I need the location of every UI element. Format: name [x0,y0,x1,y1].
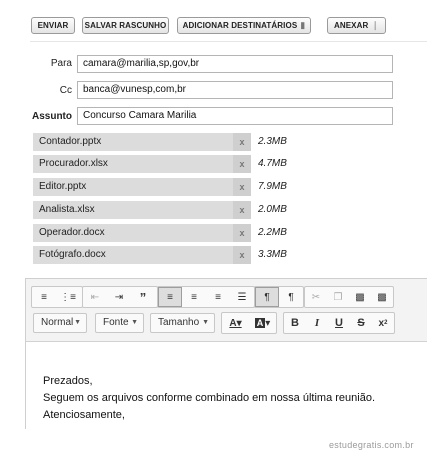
chevron-down-icon: ▼ [202,319,209,326]
attachment-size: 4.7MB [258,158,287,169]
body-line: Seguem os arquivos conforme combinado em nossa última reunião. [43,392,376,404]
paste-text-icon[interactable]: ▩ [377,291,387,303]
body-line: Prezados, [43,375,93,387]
attachment-item [33,224,251,242]
attachment-name: Operador.docx [39,227,105,238]
body-line: Atenciosamente, [43,409,125,421]
attachment-name: Fotógrafo.docx [39,249,106,260]
send-button-label: ENVIAR [37,21,69,30]
attachment-name: Procurador.xlsx [39,158,108,169]
rtl-icon[interactable]: ¶ [288,291,294,303]
strikethrough-icon[interactable]: S [357,317,365,329]
style-group [283,312,395,334]
subject-label: Assunto [32,111,72,122]
size-select-value: Tamanho [158,317,200,328]
remove-attachment-icon[interactable]: x [233,155,251,173]
background-color-icon[interactable]: A ▾ [256,317,271,329]
subject-field[interactable]: Concurso Camara Marilia [77,107,393,125]
attachment-name: Editor.pptx [39,181,87,192]
text-color-icon[interactable]: A▾ [229,317,242,329]
indent-icon[interactable]: ⇥ [114,291,124,303]
blockquote-icon[interactable]: ” [139,289,147,305]
align-center-icon[interactable]: ≡ [191,291,197,303]
ltr-icon[interactable]: ¶ [255,287,279,307]
copy-icon[interactable]: ❐ [333,291,343,303]
paste-icon[interactable]: ▩ [355,291,365,303]
send-button[interactable] [31,17,75,34]
align-group [157,286,255,308]
color-group [221,312,277,334]
list-group [31,286,83,308]
outdent-icon[interactable]: ⇤ [90,291,100,303]
chevron-down-icon: ▼ [131,319,138,326]
attachment-item [33,133,251,151]
attachment-size: 3.3MB [258,249,287,260]
attach-button-label: ANEXAR [333,21,369,30]
attachment-item [33,155,251,173]
subscript-icon[interactable]: x 2 [378,317,388,329]
attachment-size: 2.2MB [258,227,287,238]
clipboard-group [304,286,394,308]
numbered-list-icon[interactable]: ≡ [41,291,47,303]
attachment-item [33,201,251,219]
font-select[interactable] [95,313,144,333]
italic-icon[interactable]: I [314,317,320,329]
cc-label: Cc [59,85,72,96]
bold-icon[interactable]: B [291,317,299,329]
attachment-size: 2.0MB [258,204,287,215]
size-select[interactable] [150,313,215,333]
chevron-down-icon: ▼ [74,319,81,326]
attachment-name: Contador.pptx [39,136,102,147]
cut-icon[interactable]: ✂ [311,291,321,303]
font-select-value: Fonte [103,317,129,328]
toolbar-divider [30,41,427,42]
remove-attachment-icon[interactable]: x [233,246,251,264]
bullet-list-icon[interactable]: ⋮≡ [60,291,76,303]
remove-attachment-icon[interactable]: x [233,178,251,196]
format-select[interactable] [33,313,87,333]
format-select-value: Normal [41,317,74,328]
attachment-name: Analista.xlsx [39,204,95,215]
cc-field[interactable]: banca@vunesp,com,br [77,81,393,99]
attachment-item [33,246,251,264]
email-toolbar [0,0,427,42]
underline-icon[interactable]: U [335,317,343,329]
to-field[interactable]: camara@marilia,sp,gov,br [77,55,393,73]
attachment-item [33,178,251,196]
paperclip-icon: ❘ [371,20,380,30]
add-recipients-label: ADICIONAR DESTINATÁRIOS [182,21,298,30]
save-draft-button[interactable] [82,17,169,34]
attach-button[interactable] [327,17,386,34]
to-label: Para [50,58,72,69]
attachment-size: 2.3MB [258,136,287,147]
direction-group [254,286,304,308]
indent-group [82,286,158,308]
attachment-size: 7.9MB [258,181,287,192]
align-right-icon[interactable]: ≡ [215,291,221,303]
align-left-icon[interactable]: ≡ [158,287,182,307]
align-justify-icon[interactable]: ☰ [237,291,247,303]
remove-attachment-icon[interactable]: x [233,224,251,242]
person-icon: ▮ [300,20,306,30]
remove-attachment-icon[interactable]: x [233,201,251,219]
save-draft-label: SALVAR RASCUNHO [84,21,167,30]
watermark: estudegratis.com.br [329,440,414,450]
remove-attachment-icon[interactable]: x [233,133,251,151]
add-recipients-button[interactable] [177,17,311,34]
